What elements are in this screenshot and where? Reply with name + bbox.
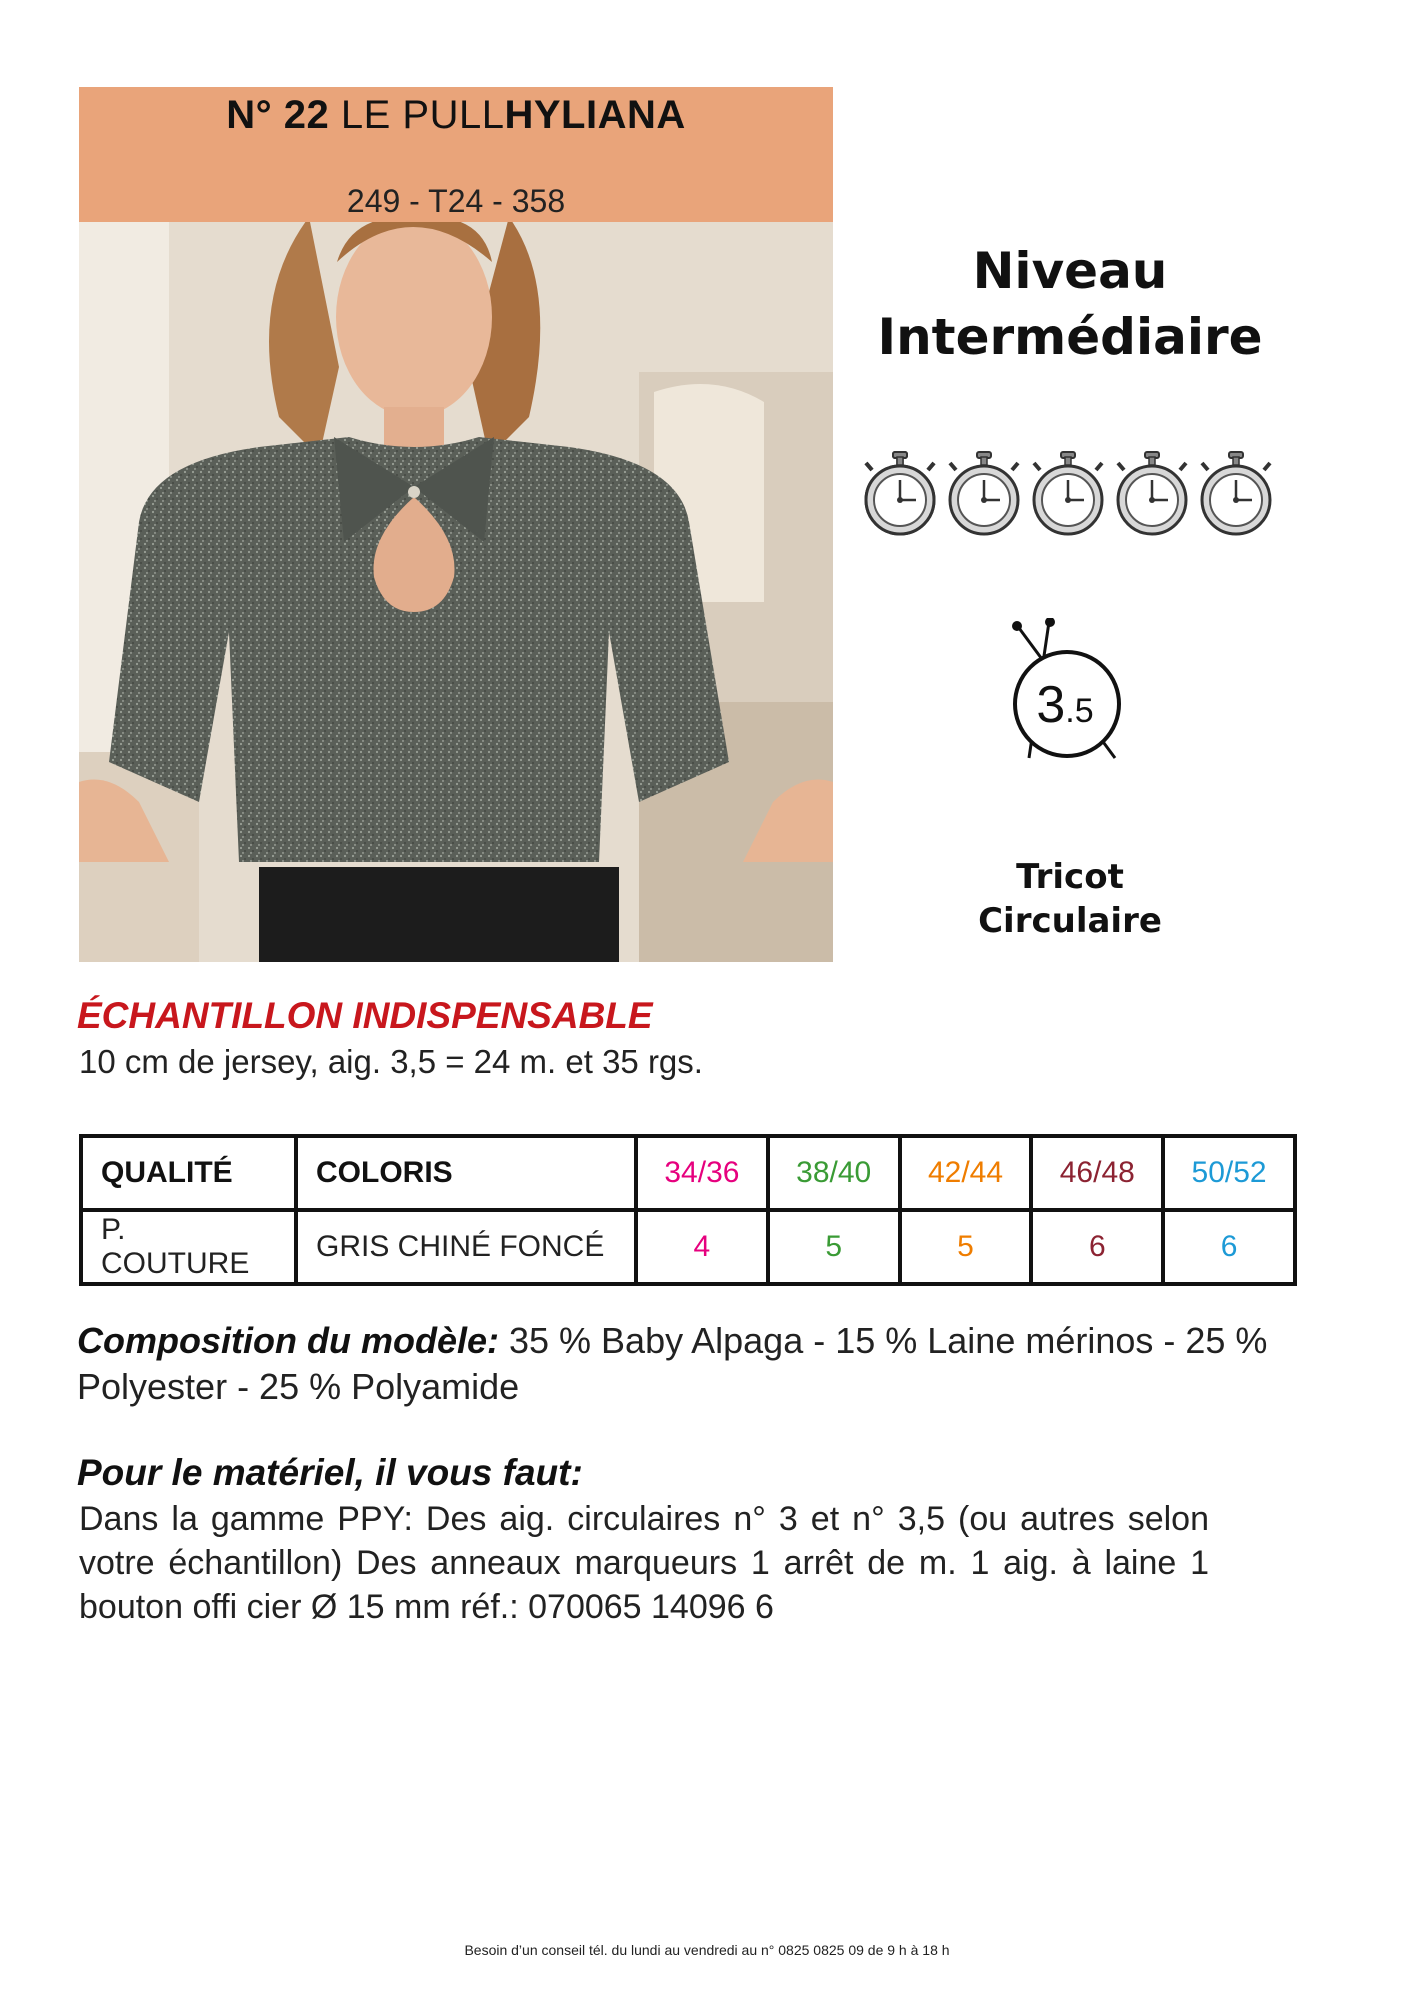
material-text: Dans la gamme PPY: Des aig. circulaires n° 3 et n° 3,5 (ou autres selon votre échantillon) Des anneaux marqueurs 1 arrêt de m. 1 aig. à laine 1 bouton offi cier Ø 15 mm réf.: 070065 14096 6 (79, 1500, 1209, 1626)
sample-heading: ÉCHANTILLON INDISPENSABLE (77, 995, 653, 1036)
pattern-title (79, 93, 833, 138)
cell-quantity: 6 (1163, 1210, 1295, 1284)
technique (960, 855, 1180, 943)
header-colors: COLORIS (296, 1136, 636, 1210)
pattern-number: N° 22 (226, 93, 330, 137)
material-heading: Pour le matériel, il vous faut: (77, 1452, 583, 1493)
table-row (81, 1210, 1295, 1284)
header-size: 34/36 (636, 1136, 768, 1210)
composition-text: 35 % Baby Alpaga - 15 % Laine mérinos - 25 % Polyester - 25 % Polyamide (77, 1320, 1268, 1407)
needle-size-decimal: .5 (1065, 692, 1094, 730)
cell-quantity: 4 (636, 1210, 768, 1284)
sample-text: 10 cm de jersey, aig. 3,5 = 24 m. et 35 rgs. (79, 1043, 703, 1080)
stopwatch-icon (866, 452, 934, 534)
model-photo-illustration (79, 222, 833, 962)
cell-quantity: 5 (900, 1210, 1032, 1284)
table-header-row (81, 1136, 1295, 1210)
knitting-needles-icon (1005, 618, 1135, 768)
technique-line1: Tricot (1016, 857, 1124, 897)
stopwatch-icon (1118, 452, 1186, 534)
header-size: 46/48 (1031, 1136, 1163, 1210)
pattern-header (79, 87, 833, 222)
stopwatch-icon (1034, 452, 1102, 534)
header-quality: QUALITÉ (81, 1136, 296, 1210)
needle-size-main: 3 (1036, 676, 1066, 734)
cell-quantity: 6 (1031, 1210, 1163, 1284)
technique-line2: Circulaire (978, 901, 1162, 941)
cell-colors: GRIS CHINÉ FONCÉ (296, 1210, 636, 1284)
header-size: 42/44 (900, 1136, 1032, 1210)
stopwatch-icon (950, 452, 1018, 534)
cell-quality: P. COUTURE (81, 1210, 296, 1284)
model-photo (79, 222, 833, 962)
header-size: 38/40 (768, 1136, 900, 1210)
pattern-prefix: LE PULL (340, 93, 505, 137)
footer-contact: Besoin d’un conseil tél. du lundi au vendredi au n° 0825 0825 09 de 9 h à 18 h (464, 1942, 950, 1958)
difficulty-rating (862, 450, 1282, 540)
pattern-refs: 249 - T24 - 358 (346, 183, 566, 219)
header-size: 50/52 (1163, 1136, 1295, 1210)
cell-quantity: 5 (768, 1210, 900, 1284)
composition (77, 1318, 1337, 1410)
composition-label: Composition du modèle: (77, 1320, 499, 1361)
level-label: Niveau (972, 242, 1168, 300)
level-value: Intermédiaire (877, 308, 1263, 366)
stopwatch-icon (1202, 452, 1270, 534)
difficulty-level (860, 238, 1280, 370)
pattern-name: HYLIANA (504, 93, 686, 137)
yarn-quantity-table (79, 1134, 1297, 1286)
